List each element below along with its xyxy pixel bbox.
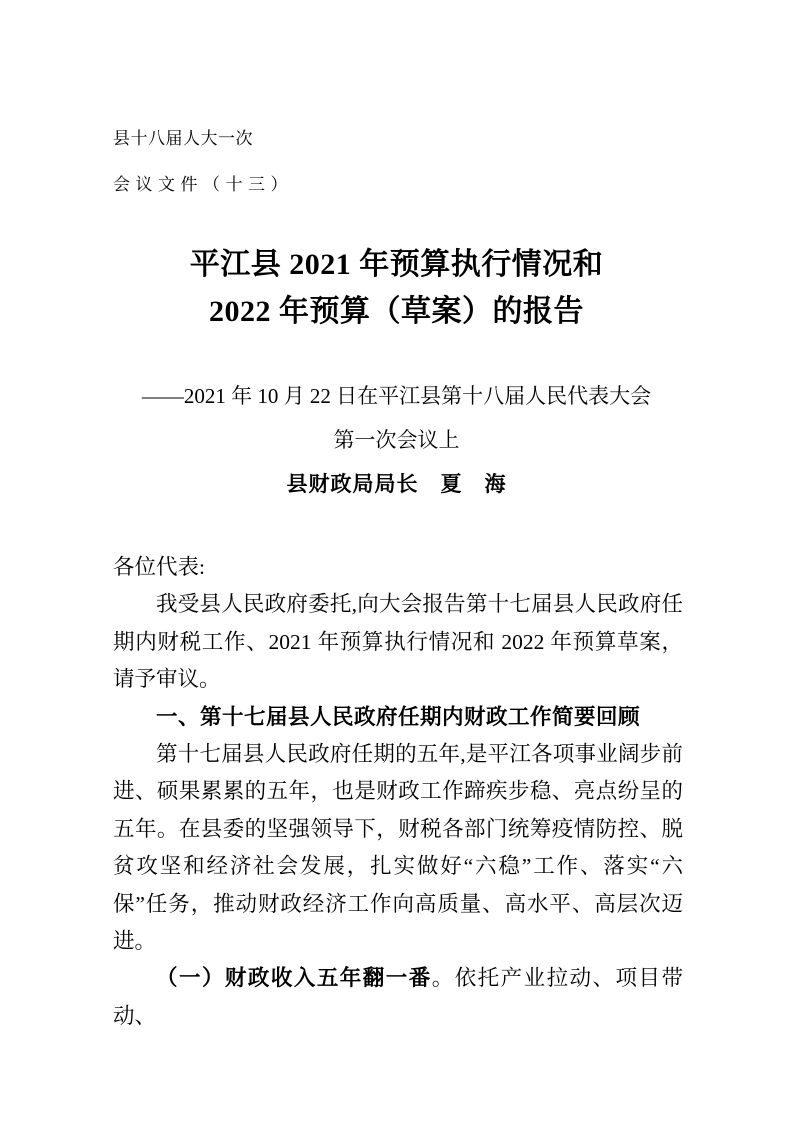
- doc-label-session: 县十八届人大一次: [113, 129, 253, 148]
- paragraph-item-1-text: 。依托产业拉动、项目带动、: [113, 966, 683, 1028]
- report-title-line-2: 2022 年预算（草案）的报告: [209, 295, 584, 328]
- paragraph-item-1: [113, 960, 683, 1035]
- doc-label-number: 会议文件（十三）: [113, 175, 293, 194]
- paragraph-intro: 我受县人民政府委托,向大会报告第十七届县人民政府任期内财税工作、2021 年预算执行情况和 2022 年预算草案，请予审议。: [113, 592, 683, 692]
- paragraph-section1-overview: 第十七届县人民政府任期的五年,是平江各项事业阔步前进、硕果累累的五年，也是财政工作蹄疾步稳、亮点纷呈的五年。在县委的坚强领导下，财税各部门统筹疫情防控、脱贫攻坚和经济社会发展，扎实做好“六稳”工作、落实“六保”任务，推动财政经济工作向高质量、高水平、高层次迈进。: [113, 742, 683, 954]
- paragraph-item-1-lead: （一）财政收入五年翻一番: [156, 966, 432, 991]
- meeting-date-line: ——2021 年 10 月 22 日在平江县第十八届人民代表大会: [141, 384, 652, 408]
- report-title: [0, 241, 793, 335]
- presenter-line: 县财政局局长 夏 海: [286, 472, 507, 496]
- title-annotation: [0, 374, 793, 506]
- salutation: 各位代表:: [113, 555, 205, 579]
- meeting-session-line: 第一次会议上: [333, 428, 460, 452]
- section-1-heading: 一、第十七届县人民政府任期内财政工作简要回顾: [156, 704, 641, 729]
- report-body: [113, 549, 683, 1035]
- meeting-doc-label: [113, 130, 293, 193]
- report-title-line-1: 平江县 2021 年预算执行情况和: [189, 248, 604, 281]
